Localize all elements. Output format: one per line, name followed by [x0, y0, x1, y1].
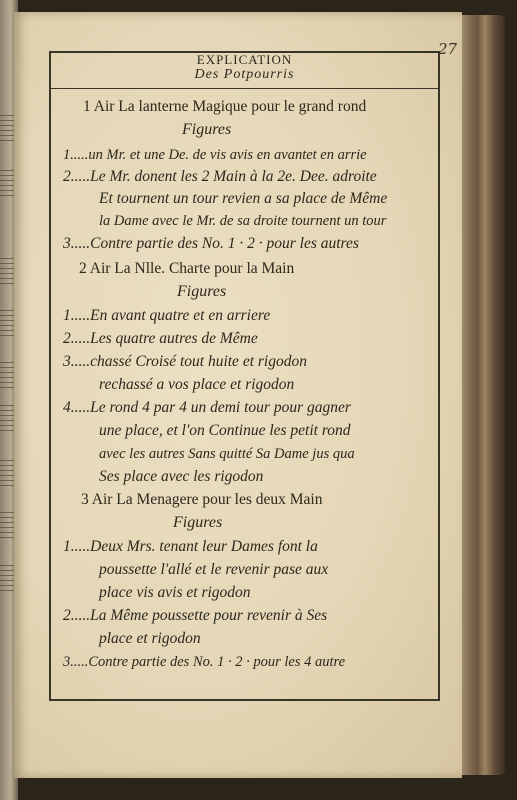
figures-heading-1: Figures [182, 121, 232, 138]
figure-line: rechassé a vos place et rigodon [99, 376, 295, 393]
figure-line: 2.....La Même poussette pour revenir à Ses [63, 607, 328, 624]
figure-line: avec les autres Sans quitté Sa Dame jus qua [99, 446, 355, 462]
air-2-title: 2 Air La Nlle. Charte pour la Main [79, 260, 295, 277]
header-subtitle: Des Potpourris [194, 67, 295, 82]
figure-line: 4.....Le rond 4 par 4 un demi tour pour gagner [63, 399, 351, 416]
figure-line: 2.....Les quatre autres de Même [63, 330, 258, 347]
air-3-title: 3 Air La Menagere pour les deux Main [81, 491, 323, 508]
header-title: EXPLICATION [196, 52, 293, 67]
page-number: 27 [438, 40, 458, 58]
figure-line: 2.....Le Mr. donent les 2 Main à la 2e. Dee. adroite [63, 168, 377, 185]
figures-heading-3: Figures [173, 514, 223, 531]
book-page-edges [455, 15, 505, 775]
figure-line: place vis avis et rigodon [99, 584, 251, 601]
figure-line: 1.....Deux Mrs. tenant leur Dames font la [63, 538, 318, 555]
figure-line: 3.....Contre partie des No. 1 · 2 · pour les 4 autre [63, 654, 346, 670]
figure-line: 3.....chassé Croisé tout huite et rigodon [63, 353, 307, 370]
figure-line: poussette l'allé et le revenir pase aux [99, 561, 329, 578]
figures-heading-2: Figures [177, 283, 227, 300]
figure-line: 1.....En avant quatre et en arriere [63, 307, 271, 324]
figure-line: 3.....Contre partie des No. 1 · 2 · pour les autres [63, 235, 359, 252]
figure-line: place et rigodon [99, 630, 201, 647]
page-header [51, 53, 438, 89]
air-1-title: 1 Air La lanterne Magique pour le grand rond [83, 98, 367, 115]
figure-line: la Dame avec le Mr. de sa droite tournent un tour [99, 213, 387, 229]
figure-line: 1.....un Mr. et une De. de vis avis en avantet en arrie [63, 147, 367, 163]
text-frame [49, 51, 440, 701]
figure-line: Ses place avec les rigodon [99, 468, 264, 485]
figure-line: une place, et l'on Continue les petit rond [99, 422, 351, 439]
figure-line: Et tournent un tour revien a sa place de Même [99, 190, 388, 207]
